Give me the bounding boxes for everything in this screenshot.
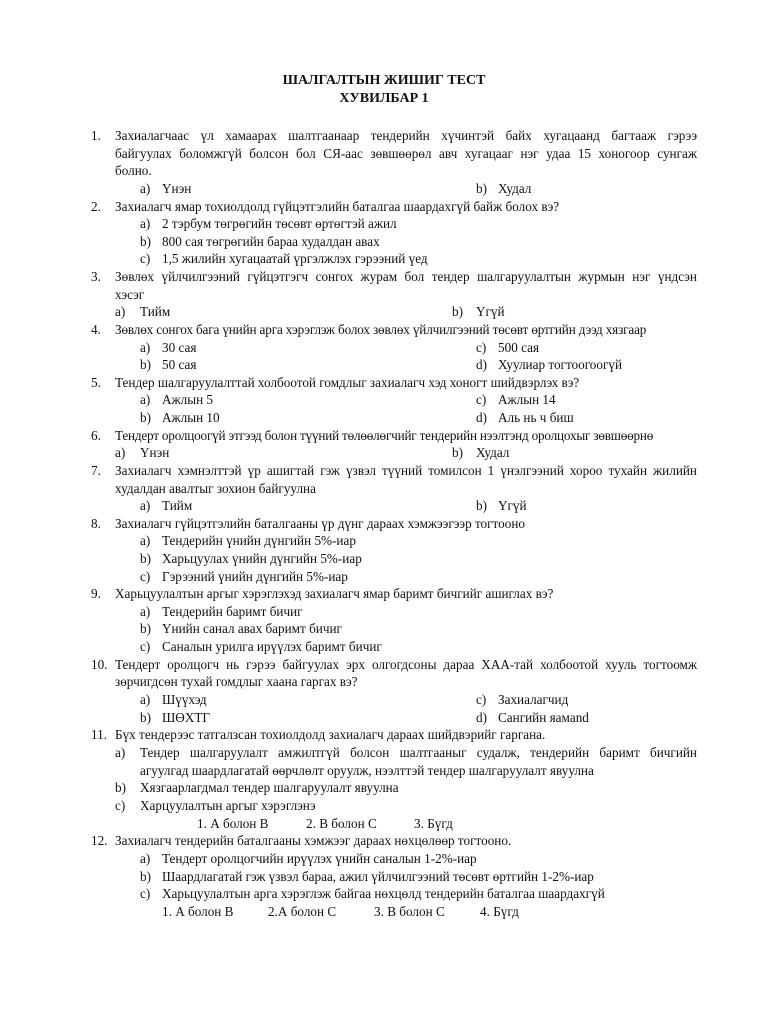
- option-label: c): [476, 692, 487, 707]
- option-text: Үгүй: [476, 304, 505, 319]
- option-label: b): [140, 410, 151, 425]
- option-text: Харьцуулалтын арга хэрэглэж байгаа нөхцөлд тендерийн баталгаа шаардахгүй: [162, 886, 605, 901]
- question-number: 10.: [91, 657, 108, 672]
- answer-choice: 1. А болон В: [197, 816, 269, 831]
- option-text: Ажлын 5: [162, 392, 214, 407]
- question-text: Захиалагч гүйцэтгэлийн баталгааны үр дүнг дараах хэмжээгээр тогтооно: [115, 516, 525, 531]
- answer-choice: 2.А болон С: [268, 904, 337, 919]
- option-label: d): [476, 410, 487, 425]
- question-text: зөрчигдсөн тухай гомдлыг хаана гаргах вэ?: [115, 674, 358, 689]
- option-label: d): [476, 710, 487, 725]
- option-label: a): [140, 392, 151, 407]
- question-text: Захиалагч ямар тохиолдолд гүйцэтгэлийн баталгаа шаардахгүй байж болох вэ?: [115, 199, 560, 214]
- option-label: b): [140, 551, 151, 566]
- question-text: Тендерт оролцоогүй этгээд болон түүний төлөөлөгчийг тендерийн нээлтэнд оролцохыг зөвшөөрнө: [115, 428, 654, 443]
- option-label: c): [140, 639, 151, 654]
- page-subtitle: ХУВИЛБАР 1: [339, 91, 429, 106]
- option-label: c): [140, 251, 151, 266]
- answer-choice: 3. В болон С: [374, 904, 445, 919]
- option-text: Үнийн санал авах баримт бичиг: [162, 621, 342, 636]
- option-label: a): [140, 851, 151, 866]
- option-text: Худал: [476, 445, 510, 460]
- option-label: a): [140, 604, 151, 619]
- option-label: c): [476, 392, 487, 407]
- option-text: Ажлын 10: [162, 410, 220, 425]
- option-text: Ажлын 14: [498, 392, 556, 407]
- answer-choice: 2. В болон С: [306, 816, 377, 831]
- option-text: Тендерийн үнийн дүнгийн 5%-иар: [162, 533, 356, 548]
- question-text: Тендер шалгаруулалттай холбоотой гомдлыг захиалагч хэд хоногт шийдвэрлэх вэ?: [115, 375, 580, 390]
- question-number: 4.: [91, 322, 101, 337]
- answer-choice: 4. Бүгд: [480, 904, 519, 919]
- question-number: 12.: [91, 833, 108, 848]
- option-label: b): [140, 621, 151, 636]
- option-label: a): [115, 445, 126, 460]
- option-text: 50 сая: [162, 357, 197, 372]
- question-text: болно.: [115, 163, 152, 178]
- option-label: b): [452, 304, 463, 319]
- option-text: Аль нь ч биш: [498, 410, 574, 425]
- option-label: a): [140, 533, 151, 548]
- option-text: 30 сая: [162, 340, 197, 355]
- question-text: Бүх тендерээс татгалзсан тохиолдолд захиалагч дараах шийдвэрийг гаргана.: [115, 727, 546, 742]
- option-text: Шүүхэд: [162, 692, 207, 707]
- option-label: c): [140, 886, 151, 901]
- option-text: Тендерт оролцогчийн ирүүлэх үнийн саналын 1-2%-иар: [162, 851, 477, 866]
- question-text: хэсэг: [115, 287, 145, 302]
- option-text: Шаардлагатай гэж үзвэл бараа, ажил үйлчилгээний төсөвт өртгийн 1-2%-иар: [162, 869, 594, 884]
- option-label: b): [476, 181, 487, 196]
- option-label: a): [115, 304, 126, 319]
- option-label: b): [115, 780, 126, 795]
- option-text: Тийм: [140, 304, 171, 319]
- question-number: 6.: [91, 428, 101, 443]
- option-label: b): [140, 710, 151, 725]
- option-label: a): [140, 181, 151, 196]
- option-text: Хуулиар тогтоогоогүй: [498, 357, 623, 372]
- option-text: Харьцуулах үнийн дүнгийн 5%-иар: [162, 551, 362, 566]
- option-text: 2 тэрбум төгрөгийн төсөвт өртөгтэй ажил: [162, 216, 397, 231]
- option-text: Үнэн: [162, 181, 192, 196]
- option-label: d): [476, 357, 487, 372]
- option-text: агуулгад шаардлагатай өөрчлөлт оруулж, нээлттэй тендер шалгаруулалт явуулна: [140, 763, 594, 778]
- question-text: худалдан авалтыг зохион байгуулна: [115, 481, 316, 496]
- option-label: a): [140, 498, 151, 513]
- option-text: Сангийн яамand: [498, 710, 589, 725]
- option-text: 1,5 жилийн хугацаатай үргэлжлэх гэрээний үед: [162, 251, 428, 266]
- option-text: 500 сая: [498, 340, 540, 355]
- option-label: b): [140, 234, 151, 249]
- question-text: Зөвлөх үйлчилгээний гүйцэтгэгч сонгох журам бол тендер шалгаруулалтын журмын нэг үндсэн: [115, 269, 697, 284]
- question-text: Харьцуулалтын аргыг хэрэглэхэд захиалагч ямар баримт бичгийг ашиглах вэ?: [115, 586, 554, 601]
- option-text: 800 сая төгрөгийн бараа худалдан авах: [162, 234, 380, 249]
- option-text: Саналын урилга ирүүлэх баримт бичиг: [162, 639, 382, 654]
- option-label: b): [476, 498, 487, 513]
- option-label: c): [140, 569, 151, 584]
- question-number: 3.: [91, 269, 101, 284]
- option-label: a): [140, 340, 151, 355]
- option-label: b): [140, 357, 151, 372]
- option-text: Гэрээний үнийн дүнгийн 5%-иар: [162, 569, 348, 584]
- option-label: b): [140, 869, 151, 884]
- option-text: Харцуулалтын аргыг хэрэглэнэ: [140, 798, 316, 813]
- question-text: Зөвлөх сонгох бага үнийн арга хэрэглэж болох зөвлөх үйлчилгээний төсөвт өртгийн дээд хязгаар: [115, 322, 647, 337]
- question-number: 5.: [91, 375, 101, 390]
- option-text: Тендерийн баримт бичиг: [162, 604, 303, 619]
- option-label: c): [115, 798, 126, 813]
- question-number: 11.: [91, 727, 107, 742]
- answer-choice: 3. Бүгд: [414, 816, 453, 831]
- question-text: Захиалагч хэмнэлттэй үр ашигтай гэж үзвэл түүний томилсон 1 үнэлгээний хороо тухайн жилийн: [115, 463, 697, 478]
- option-text: ШӨХТГ: [162, 710, 211, 725]
- question-text: байгуулах боломжгүй болсон бол СЯ-аас зөвшөөрөл авч хугацааг нэг удаа 15 хоногоор сунгаж: [115, 146, 697, 161]
- option-text: Үгүй: [498, 498, 527, 513]
- option-label: a): [115, 745, 126, 760]
- question-text: Захиалагчаас үл хамаарах шалтгаанаар тендерийн хүчинтэй байх хугацаанд багтааж гэрээ: [115, 128, 697, 143]
- answer-choice: 1. А болон В: [162, 904, 234, 919]
- option-text: Хязгаарлагдмал тендер шалгаруулалт явуулна: [140, 780, 399, 795]
- question-number: 9.: [91, 586, 101, 601]
- page-title: ШАЛГАЛТЫН ЖИШИГ ТЕСТ: [282, 73, 486, 88]
- question-number: 1.: [91, 128, 101, 143]
- option-label: b): [452, 445, 463, 460]
- option-label: a): [140, 692, 151, 707]
- option-text: Худал: [498, 181, 532, 196]
- option-label: c): [476, 340, 487, 355]
- option-text: Захиалагчид: [498, 692, 569, 707]
- question-number: 2.: [91, 199, 101, 214]
- option-text: Үнэн: [140, 445, 170, 460]
- question-number: 8.: [91, 516, 101, 531]
- option-text: Тендер шалгаруулалт амжилтгүй болсон шалтгааныг судалж, тендерийн баримт бичгийн: [140, 745, 697, 760]
- question-text: Захиалагч тендерийн баталгааны хэмжээг дараах нөхцөлөөр тогтооно.: [115, 833, 512, 848]
- option-label: a): [140, 216, 151, 231]
- option-text: Тийм: [162, 498, 193, 513]
- question-text: Тендерт оролцогч нь гэрээ байгуулах эрх олгогдсоны дараа ХАА-тай холбоотой хууль тогтоомж: [115, 657, 697, 672]
- question-number: 7.: [91, 463, 101, 478]
